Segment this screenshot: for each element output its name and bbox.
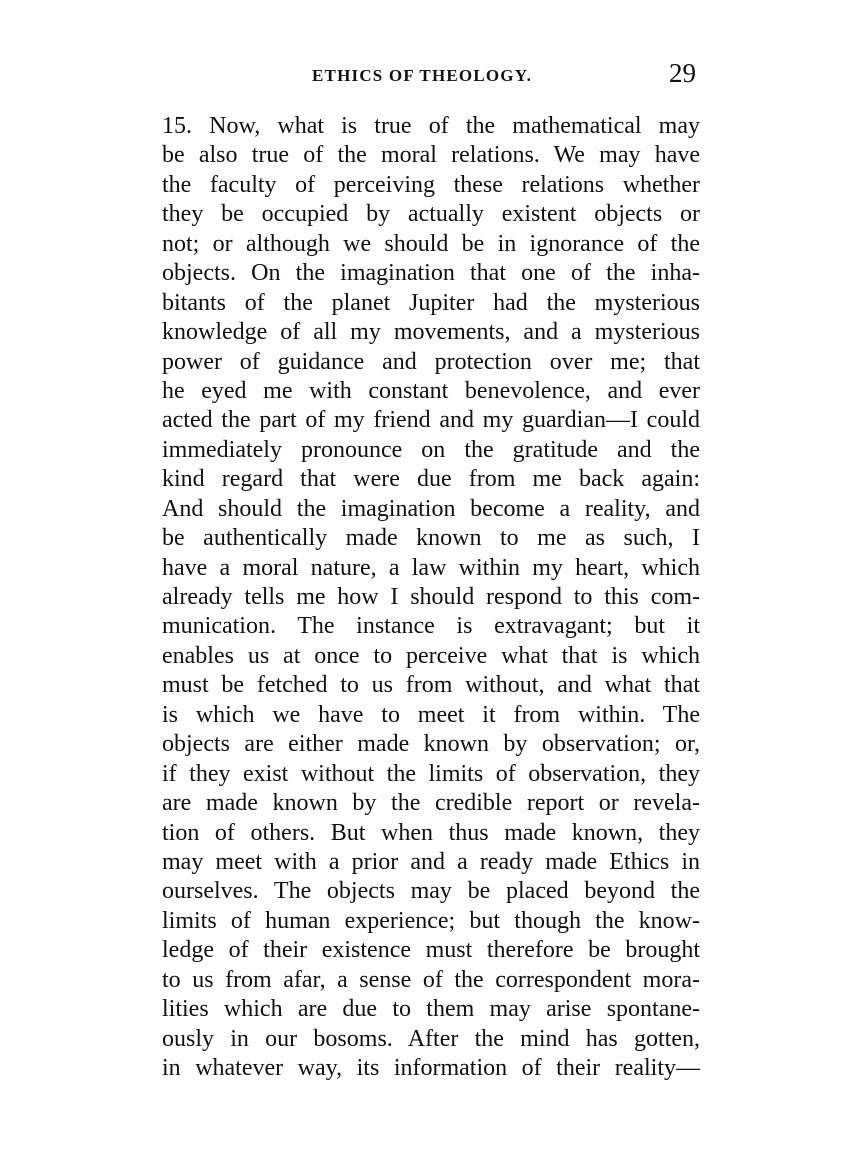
text-line: to us from afar, a sense of the correspondent mora- xyxy=(162,966,700,993)
text-line: kind regard that were due from me back again: xyxy=(162,466,700,493)
text-line: he eyed me with constant benevolence, and ever xyxy=(162,377,700,404)
running-head xyxy=(162,58,700,94)
text-line: are made known by the credible report or revela- xyxy=(162,790,700,817)
text-line: be authentically made known to me as such, I xyxy=(162,525,700,552)
text-line: acted the part of my friend and my guardian—I could xyxy=(162,407,700,434)
text-line: ourselves. The objects may be placed beyond the xyxy=(162,878,700,905)
text-line: objects are either made known by observation; or, xyxy=(162,731,700,758)
page-number: 29 xyxy=(669,58,696,88)
text-line: ledge of their existence must therefore be brought xyxy=(162,937,700,964)
text-line: objects. On the imagination that one of the inha- xyxy=(162,260,700,287)
text-line: must be fetched to us from without, and what that xyxy=(162,672,700,699)
text-line: bitants of the planet Jupiter had the mysterious xyxy=(162,289,700,316)
text-line: may meet with a prior and a ready made Ethics in xyxy=(162,848,700,875)
text-line: they be occupied by actually existent objects or xyxy=(162,201,700,228)
text-line: if they exist without the limits of observation, they xyxy=(162,760,700,787)
body-text xyxy=(162,112,700,1083)
text-line: limits of human experience; but though the know- xyxy=(162,907,700,934)
text-line: munication. The instance is extravagant; but it xyxy=(162,613,700,640)
text-line: 15. Now, what is true of the mathematical may xyxy=(162,113,700,139)
text-line: is which we have to meet it from within. The xyxy=(162,701,700,728)
text-line: And should the imagination become a reality, and xyxy=(162,495,700,522)
text-line: knowledge of all my movements, and a mysterious xyxy=(162,319,700,346)
text-line: lities which are due to them may arise spontane- xyxy=(162,996,700,1023)
text-line: power of guidance and protection over me; that xyxy=(162,348,700,375)
text-line: the faculty of perceiving these relations whether xyxy=(162,171,700,198)
text-line: ously in our bosoms. After the mind has gotten, xyxy=(162,1025,700,1052)
text-line: already tells me how I should respond to this com- xyxy=(162,584,700,610)
text-line: not; or although we should be in ignorance of the xyxy=(162,230,700,257)
text-line: in whatever way, its information of their reality— xyxy=(162,1055,700,1081)
text-line: enables us at once to perceive what that is which xyxy=(162,642,700,669)
text-line: immediately pronounce on the gratitude and the xyxy=(162,436,700,463)
running-title: ETHICS OF THEOLOGY. xyxy=(312,66,533,85)
text-line: have a moral nature, a law within my heart, which xyxy=(162,554,700,581)
text-line: be also true of the moral relations. We may have xyxy=(162,142,700,169)
text-line: tion of others. But when thus made known, they xyxy=(162,819,700,846)
